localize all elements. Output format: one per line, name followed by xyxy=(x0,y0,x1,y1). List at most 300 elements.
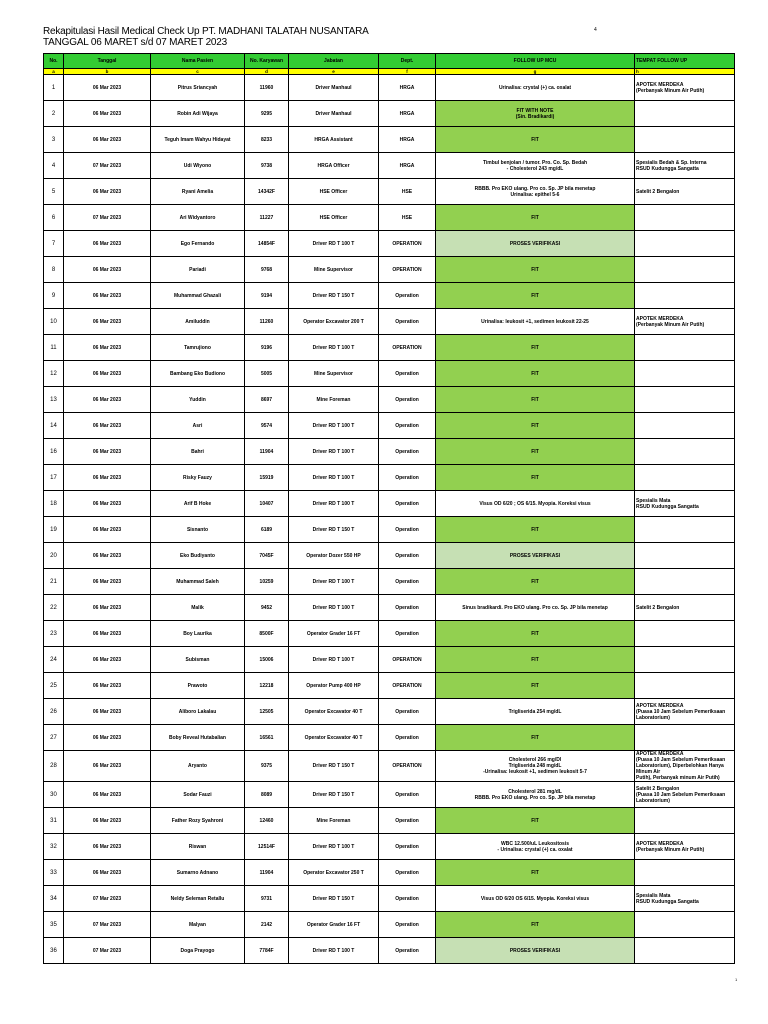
cell-jabatan: Driver RD T 100 T xyxy=(289,413,379,439)
cell-no: 35 xyxy=(44,912,64,938)
cell-jabatan: Driver RD T 100 T xyxy=(289,595,379,621)
col-letter: c xyxy=(151,69,245,75)
cell-dept: Operation xyxy=(379,699,436,725)
cell-tanggal: 06 Mar 2023 xyxy=(64,751,151,782)
cell-tempat-follow-up xyxy=(635,413,735,439)
cell-tanggal: 06 Mar 2023 xyxy=(64,699,151,725)
cell-no: 6 xyxy=(44,205,64,231)
cell-dept: Operation xyxy=(379,309,436,335)
cell-jabatan: Driver RD T 100 T xyxy=(289,335,379,361)
cell-tempat-follow-up xyxy=(635,387,735,413)
table-row xyxy=(44,257,735,283)
cell-tempat-follow-up xyxy=(635,808,735,834)
cell-jabatan: Driver RD T 100 T xyxy=(289,938,379,964)
table-row xyxy=(44,283,735,309)
cell-jabatan: HSE Officer xyxy=(289,179,379,205)
cell-no-karyawan: 16561 xyxy=(245,725,289,751)
cell-jabatan: Mine Supervisor xyxy=(289,361,379,387)
cell-dept: OPERATION xyxy=(379,231,436,257)
cell-no: 24 xyxy=(44,647,64,673)
cell-no-karyawan: 9574 xyxy=(245,413,289,439)
cell-follow-up: Timbul benjolan / tumor. Pro. Co. Sp. Bedah - Cholesterol 243 mg/dL xyxy=(436,153,635,179)
cell-tanggal: 06 Mar 2023 xyxy=(64,75,151,101)
table-row xyxy=(44,647,735,673)
cell-no: 5 xyxy=(44,179,64,205)
cell-dept: Operation xyxy=(379,543,436,569)
cell-no: 13 xyxy=(44,387,64,413)
cell-no: 2 xyxy=(44,101,64,127)
cell-no: 25 xyxy=(44,673,64,699)
cell-no: 33 xyxy=(44,860,64,886)
cell-tempat-follow-up xyxy=(635,860,735,886)
cell-follow-up: FIT xyxy=(436,860,635,886)
cell-tanggal: 06 Mar 2023 xyxy=(64,439,151,465)
cell-dept: Operation xyxy=(379,595,436,621)
cell-tanggal: 06 Mar 2023 xyxy=(64,673,151,699)
cell-no: 31 xyxy=(44,808,64,834)
cell-jabatan: Driver RD T 100 T xyxy=(289,834,379,860)
cell-dept: Operation xyxy=(379,413,436,439)
cell-nama-pasien: Malik xyxy=(151,595,245,621)
cell-dept: Operation xyxy=(379,834,436,860)
cell-tanggal: 06 Mar 2023 xyxy=(64,834,151,860)
cell-nama-pasien: Teguh Imam Wahyu Hidayat xyxy=(151,127,245,153)
cell-follow-up: FIT xyxy=(436,413,635,439)
cell-tanggal: 06 Mar 2023 xyxy=(64,621,151,647)
cell-tempat-follow-up: APOTEK MERDEKA (Perbanyak Minum Air Putih) xyxy=(635,75,735,101)
table-row xyxy=(44,387,735,413)
cell-tempat-follow-up: APOTEK MERDEKA (Puasa 10 Jam Sebelum Pemeriksaan Laboratorium), Diperbelohkan Hanya Minum Air Putih), Perbanyak minum Air Putih) xyxy=(635,751,735,782)
cell-dept: HRGA xyxy=(379,101,436,127)
cell-tempat-follow-up: Satelit 2 Bengalon xyxy=(635,595,735,621)
cell-follow-up: FIT xyxy=(436,569,635,595)
cell-tempat-follow-up xyxy=(635,205,735,231)
cell-no: 18 xyxy=(44,491,64,517)
cell-tanggal: 06 Mar 2023 xyxy=(64,782,151,808)
cell-jabatan: Driver RD T 150 T xyxy=(289,517,379,543)
cell-tanggal: 06 Mar 2023 xyxy=(64,335,151,361)
table-row xyxy=(44,75,735,101)
col-letter: g xyxy=(436,69,635,75)
table-row xyxy=(44,938,735,964)
cell-tanggal: 06 Mar 2023 xyxy=(64,491,151,517)
cell-dept: Operation xyxy=(379,283,436,309)
cell-tanggal: 06 Mar 2023 xyxy=(64,569,151,595)
cell-tanggal: 06 Mar 2023 xyxy=(64,101,151,127)
cell-tanggal: 06 Mar 2023 xyxy=(64,413,151,439)
col-header-tanggal: Tanggal xyxy=(64,54,151,69)
cell-no-karyawan: 12460 xyxy=(245,808,289,834)
cell-tanggal: 06 Mar 2023 xyxy=(64,361,151,387)
cell-dept: Operation xyxy=(379,387,436,413)
table-row xyxy=(44,335,735,361)
col-header-follow-up: FOLLOW UP MCU xyxy=(436,54,635,69)
cell-follow-up: Trigliserida 254 mg/dL xyxy=(436,699,635,725)
cell-no-karyawan: 10407 xyxy=(245,491,289,517)
cell-no: 21 xyxy=(44,569,64,595)
cell-nama-pasien: Yuddin xyxy=(151,387,245,413)
cell-follow-up: Visus OD 6/20 OS 6/15. Myopia. Koreksi visus xyxy=(436,886,635,912)
cell-jabatan: Operator Excavator 40 T xyxy=(289,699,379,725)
cell-follow-up: FIT WITH NOTE (Sin. Bradikardi) xyxy=(436,101,635,127)
cell-dept: HRGA xyxy=(379,127,436,153)
cell-tempat-follow-up xyxy=(635,543,735,569)
cell-jabatan: Operator Dozer 550 HP xyxy=(289,543,379,569)
col-header-nama-pasien: Nama Pasien xyxy=(151,54,245,69)
cell-no: 36 xyxy=(44,938,64,964)
cell-tanggal: 06 Mar 2023 xyxy=(64,465,151,491)
cell-nama-pasien: Ryani Amelia xyxy=(151,179,245,205)
table-row xyxy=(44,491,735,517)
table-row xyxy=(44,699,735,725)
cell-nama-pasien: Eko Budiyanto xyxy=(151,543,245,569)
cell-tanggal: 06 Mar 2023 xyxy=(64,543,151,569)
cell-no-karyawan: 9375 xyxy=(245,751,289,782)
cell-follow-up: FIT xyxy=(436,808,635,834)
table-row xyxy=(44,751,735,782)
cell-dept: Operation xyxy=(379,491,436,517)
cell-no: 4 xyxy=(44,153,64,179)
col-header-tempat-follow-up: TEMPAT FOLLOW UP xyxy=(635,54,735,69)
cell-no-karyawan: 5005 xyxy=(245,361,289,387)
cell-tanggal: 07 Mar 2023 xyxy=(64,886,151,912)
cell-tanggal: 06 Mar 2023 xyxy=(64,860,151,886)
cell-jabatan: Mine Foreman xyxy=(289,808,379,834)
cell-no-karyawan: 11960 xyxy=(245,75,289,101)
cell-tanggal: 06 Mar 2023 xyxy=(64,257,151,283)
cell-dept: Operation xyxy=(379,465,436,491)
table-row xyxy=(44,361,735,387)
cell-dept: OPERATION xyxy=(379,335,436,361)
cell-jabatan: HRGA Assistant xyxy=(289,127,379,153)
document-subtitle: TANGGAL 06 MARET s/d 07 MARET 2023 xyxy=(43,37,228,48)
cell-follow-up: Cholesterol 281 mg/dL RBBB. Pro EKO ulang. Pro co. Sp. JP bila menetap xyxy=(436,782,635,808)
cell-tanggal: 06 Mar 2023 xyxy=(64,283,151,309)
cell-nama-pasien: Muhammad Saleh xyxy=(151,569,245,595)
table-row xyxy=(44,621,735,647)
table-row xyxy=(44,439,735,465)
cell-nama-pasien: Pitrus Sriancyah xyxy=(151,75,245,101)
cell-tempat-follow-up xyxy=(635,361,735,387)
table-row xyxy=(44,725,735,751)
cell-no-karyawan: 9295 xyxy=(245,101,289,127)
cell-tempat-follow-up xyxy=(635,231,735,257)
cell-tanggal: 07 Mar 2023 xyxy=(64,205,151,231)
cell-tempat-follow-up xyxy=(635,647,735,673)
cell-dept: Operation xyxy=(379,725,436,751)
cell-no-karyawan: 11227 xyxy=(245,205,289,231)
cell-tanggal: 06 Mar 2023 xyxy=(64,647,151,673)
cell-follow-up: FIT xyxy=(436,647,635,673)
cell-tempat-follow-up: Spesialis Mata RSUD Kudungga Sangatta xyxy=(635,491,735,517)
cell-follow-up: FIT xyxy=(436,673,635,699)
cell-no-karyawan: 8089 xyxy=(245,782,289,808)
cell-no: 20 xyxy=(44,543,64,569)
cell-jabatan: Driver RD T 150 T xyxy=(289,283,379,309)
cell-tempat-follow-up: Spesialis Mata RSUD Kudungga Sangatta xyxy=(635,886,735,912)
table-header-row xyxy=(44,54,735,69)
cell-jabatan: Driver RD T 150 T xyxy=(289,886,379,912)
cell-tempat-follow-up xyxy=(635,621,735,647)
cell-tempat-follow-up xyxy=(635,673,735,699)
cell-tempat-follow-up: APOTEK MERDEKA (Puasa 10 Jam Sebelum Pemeriksaan Laboratorium) xyxy=(635,699,735,725)
cell-tanggal: 06 Mar 2023 xyxy=(64,725,151,751)
cell-nama-pasien: Sumarno Adnano xyxy=(151,860,245,886)
cell-jabatan: HRGA Officer xyxy=(289,153,379,179)
cell-tempat-follow-up: APOTEK MERDEKA (Perbanyak Minum Air Putih) xyxy=(635,309,735,335)
cell-nama-pasien: Sodar Fauzi xyxy=(151,782,245,808)
table-row xyxy=(44,231,735,257)
cell-tanggal: 06 Mar 2023 xyxy=(64,808,151,834)
cell-no: 30 xyxy=(44,782,64,808)
col-letter: f xyxy=(379,69,436,75)
cell-jabatan: Driver RD T 100 T xyxy=(289,491,379,517)
cell-dept: HRGA xyxy=(379,153,436,179)
cell-no-karyawan: 15006 xyxy=(245,647,289,673)
cell-tempat-follow-up xyxy=(635,912,735,938)
cell-dept: Operation xyxy=(379,860,436,886)
cell-follow-up: Urinalisa: leukosit +1, sedimen leukosit 22-25 xyxy=(436,309,635,335)
cell-nama-pasien: Pariadi xyxy=(151,257,245,283)
cell-dept: OPERATION xyxy=(379,673,436,699)
cell-tempat-follow-up: APOTEK MERDEKA (Perbanyak Minum Air Putih) xyxy=(635,834,735,860)
cell-dept: Operation xyxy=(379,912,436,938)
cell-nama-pasien: Subisman xyxy=(151,647,245,673)
cell-jabatan: Mine Foreman xyxy=(289,387,379,413)
cell-follow-up: FIT xyxy=(436,912,635,938)
cell-follow-up: FIT xyxy=(436,257,635,283)
cell-jabatan: Driver RD T 150 T xyxy=(289,782,379,808)
document-title: Rekapitulasi Hasil Medical Check Up PT. MADHANI TALATAH NUSANTARA xyxy=(43,26,369,37)
table-row xyxy=(44,912,735,938)
table-row xyxy=(44,101,735,127)
table-row xyxy=(44,517,735,543)
cell-tempat-follow-up xyxy=(635,569,735,595)
cell-no: 11 xyxy=(44,335,64,361)
cell-tanggal: 07 Mar 2023 xyxy=(64,938,151,964)
table-row xyxy=(44,153,735,179)
table-row xyxy=(44,886,735,912)
cell-tanggal: 06 Mar 2023 xyxy=(64,309,151,335)
cell-follow-up: FIT xyxy=(436,127,635,153)
cell-no-karyawan: 11260 xyxy=(245,309,289,335)
cell-no-karyawan: 11904 xyxy=(245,439,289,465)
cell-nama-pasien: Boy Laurika xyxy=(151,621,245,647)
cell-no-karyawan: 8233 xyxy=(245,127,289,153)
cell-no-karyawan: 14854F xyxy=(245,231,289,257)
cell-tanggal: 06 Mar 2023 xyxy=(64,517,151,543)
cell-follow-up: PROSES VERIFIKASI xyxy=(436,231,635,257)
cell-jabatan: Driver RD T 100 T xyxy=(289,647,379,673)
cell-dept: HRGA xyxy=(379,75,436,101)
cell-follow-up: FIT xyxy=(436,725,635,751)
cell-tempat-follow-up xyxy=(635,283,735,309)
cell-jabatan: Mine Supervisor xyxy=(289,257,379,283)
cell-nama-pasien: Boby Reveal Hutabalian xyxy=(151,725,245,751)
cell-tanggal: 06 Mar 2023 xyxy=(64,387,151,413)
cell-dept: Operation xyxy=(379,782,436,808)
cell-jabatan: Driver RD T 150 T xyxy=(289,751,379,782)
cell-jabatan: Operator Excavator 250 T xyxy=(289,860,379,886)
mcu-recap-table xyxy=(43,53,735,964)
cell-tanggal: 07 Mar 2023 xyxy=(64,153,151,179)
cell-follow-up: FIT xyxy=(436,205,635,231)
cell-no: 32 xyxy=(44,834,64,860)
table-row xyxy=(44,860,735,886)
cell-tanggal: 07 Mar 2023 xyxy=(64,912,151,938)
cell-no: 26 xyxy=(44,699,64,725)
cell-tempat-follow-up xyxy=(635,335,735,361)
cell-tempat-follow-up xyxy=(635,101,735,127)
col-header-no: No. xyxy=(44,54,64,69)
cell-follow-up: FIT xyxy=(436,465,635,491)
cell-dept: OPERATION xyxy=(379,751,436,782)
table-row xyxy=(44,205,735,231)
cell-nama-pasien: Ego Fernando xyxy=(151,231,245,257)
cell-no: 22 xyxy=(44,595,64,621)
cell-no-karyawan: 6189 xyxy=(245,517,289,543)
cell-nama-pasien: Aliboro Lakalau xyxy=(151,699,245,725)
cell-no: 14 xyxy=(44,413,64,439)
cell-jabatan: Operator Excavator 40 T xyxy=(289,725,379,751)
cell-follow-up: Urinalisa: crystal (+) ca. oxalat xyxy=(436,75,635,101)
cell-no-karyawan: 9452 xyxy=(245,595,289,621)
cell-tanggal: 06 Mar 2023 xyxy=(64,231,151,257)
col-letter: d xyxy=(245,69,289,75)
cell-dept: Operation xyxy=(379,621,436,647)
cell-nama-pasien: Aryanto xyxy=(151,751,245,782)
cell-no: 19 xyxy=(44,517,64,543)
cell-dept: Operation xyxy=(379,808,436,834)
cell-nama-pasien: Ari Widyantoro xyxy=(151,205,245,231)
cell-nama-pasien: Bambang Eko Budiono xyxy=(151,361,245,387)
cell-nama-pasien: Amiluddin xyxy=(151,309,245,335)
cell-no-karyawan: 11904 xyxy=(245,860,289,886)
cell-nama-pasien: Father Rozy Syahroni xyxy=(151,808,245,834)
cell-no: 28 xyxy=(44,751,64,782)
cell-dept: Operation xyxy=(379,439,436,465)
cell-follow-up: FIT xyxy=(436,335,635,361)
cell-no-karyawan: 9768 xyxy=(245,257,289,283)
cell-follow-up: PROSES VERIFIKASI xyxy=(436,543,635,569)
cell-dept: Operation xyxy=(379,517,436,543)
cell-nama-pasien: Asri xyxy=(151,413,245,439)
cell-dept: Operation xyxy=(379,569,436,595)
cell-dept: Operation xyxy=(379,886,436,912)
cell-jabatan: Operator Grader 16 FT xyxy=(289,912,379,938)
col-header-no-karyawan: No. Karyawan xyxy=(245,54,289,69)
cell-follow-up: FIT xyxy=(436,439,635,465)
table-row xyxy=(44,834,735,860)
col-letter: b xyxy=(64,69,151,75)
table-row xyxy=(44,465,735,491)
cell-no-karyawan: 10259 xyxy=(245,569,289,595)
table-row xyxy=(44,127,735,153)
cell-tempat-follow-up xyxy=(635,127,735,153)
col-header-dept: Dept. xyxy=(379,54,436,69)
cell-dept: HSE xyxy=(379,179,436,205)
cell-tanggal: 06 Mar 2023 xyxy=(64,179,151,205)
cell-nama-pasien: Tamrujiono xyxy=(151,335,245,361)
cell-dept: OPERATION xyxy=(379,647,436,673)
cell-dept: Operation xyxy=(379,361,436,387)
cell-no: 34 xyxy=(44,886,64,912)
cell-no-karyawan: 9731 xyxy=(245,886,289,912)
cell-no-karyawan: 7045F xyxy=(245,543,289,569)
cell-follow-up: FIT xyxy=(436,517,635,543)
cell-no-karyawan: 15919 xyxy=(245,465,289,491)
cell-no: 10 xyxy=(44,309,64,335)
cell-tempat-follow-up: Spesialis Bedah & Sp. Interna RSUD Kudungga Sangatta xyxy=(635,153,735,179)
cell-jabatan: Driver Manhaul xyxy=(289,101,379,127)
cell-follow-up: PROSES VERIFIKASI xyxy=(436,938,635,964)
cell-no: 3 xyxy=(44,127,64,153)
cell-nama-pasien: Riswan xyxy=(151,834,245,860)
cell-no: 17 xyxy=(44,465,64,491)
col-letter: a xyxy=(44,69,64,75)
cell-follow-up: FIT xyxy=(436,621,635,647)
cell-follow-up: WBC 12.500/uL Leukositosis - Urinalisa: crystal (+) ca. oxalat xyxy=(436,834,635,860)
col-letter: h xyxy=(635,69,735,75)
cell-no-karyawan: 9738 xyxy=(245,153,289,179)
cell-no-karyawan: 9194 xyxy=(245,283,289,309)
cell-dept: OPERATION xyxy=(379,257,436,283)
cell-nama-pasien: Risky Fauzy xyxy=(151,465,245,491)
col-letter: e xyxy=(289,69,379,75)
cell-follow-up: Cholesterol 266 mg/Dl Trigliserida 248 mg/dL -Urinalisa: leukosit +1, sedimen leukosit 5-7 xyxy=(436,751,635,782)
cell-nama-pasien: Malyan xyxy=(151,912,245,938)
cell-tempat-follow-up xyxy=(635,439,735,465)
cell-nama-pasien: Neldy Seleman Retallu xyxy=(151,886,245,912)
cell-jabatan: Driver RD T 100 T xyxy=(289,439,379,465)
table-row xyxy=(44,543,735,569)
cell-jabatan: Operator Pump 400 HP xyxy=(289,673,379,699)
cell-no: 27 xyxy=(44,725,64,751)
cell-follow-up: FIT xyxy=(436,283,635,309)
cell-nama-pasien: Bahri xyxy=(151,439,245,465)
col-header-jabatan: Jabatan xyxy=(289,54,379,69)
cell-no-karyawan: 12218 xyxy=(245,673,289,699)
cell-tanggal: 06 Mar 2023 xyxy=(64,595,151,621)
page-edge-mark: 1 xyxy=(735,977,738,982)
cell-jabatan: Operator Excavator 200 T xyxy=(289,309,379,335)
cell-tanggal: 06 Mar 2023 xyxy=(64,127,151,153)
table-row xyxy=(44,309,735,335)
table-row xyxy=(44,413,735,439)
cell-no-karyawan: 2142 xyxy=(245,912,289,938)
table-row xyxy=(44,569,735,595)
table-row xyxy=(44,808,735,834)
cell-follow-up: FIT xyxy=(436,361,635,387)
cell-jabatan: Operator Grader 16 FT xyxy=(289,621,379,647)
cell-tempat-follow-up xyxy=(635,938,735,964)
cell-jabatan: Driver Manhaul xyxy=(289,75,379,101)
cell-nama-pasien: Prawoto xyxy=(151,673,245,699)
cell-follow-up: Sinus bradikardi. Pro EKO ulang. Pro co. Sp. JP bila menetap xyxy=(436,595,635,621)
page-mark: 4 xyxy=(594,27,597,33)
cell-no: 12 xyxy=(44,361,64,387)
cell-no-karyawan: 8697 xyxy=(245,387,289,413)
cell-follow-up: Visus OD 6/20 ; OS 6/15. Myopia. Koreksi visus xyxy=(436,491,635,517)
cell-tempat-follow-up xyxy=(635,257,735,283)
cell-nama-pasien: Arif B Hoke xyxy=(151,491,245,517)
cell-jabatan: HSE Officer xyxy=(289,205,379,231)
cell-no: 7 xyxy=(44,231,64,257)
cell-no-karyawan: 9196 xyxy=(245,335,289,361)
cell-tempat-follow-up: Satelit 2 Bengalon xyxy=(635,179,735,205)
cell-follow-up: RBBB. Pro EKO ulang. Pro co. Sp. JP bila menetap Urinalisa: epithel 5-6 xyxy=(436,179,635,205)
cell-tempat-follow-up xyxy=(635,725,735,751)
